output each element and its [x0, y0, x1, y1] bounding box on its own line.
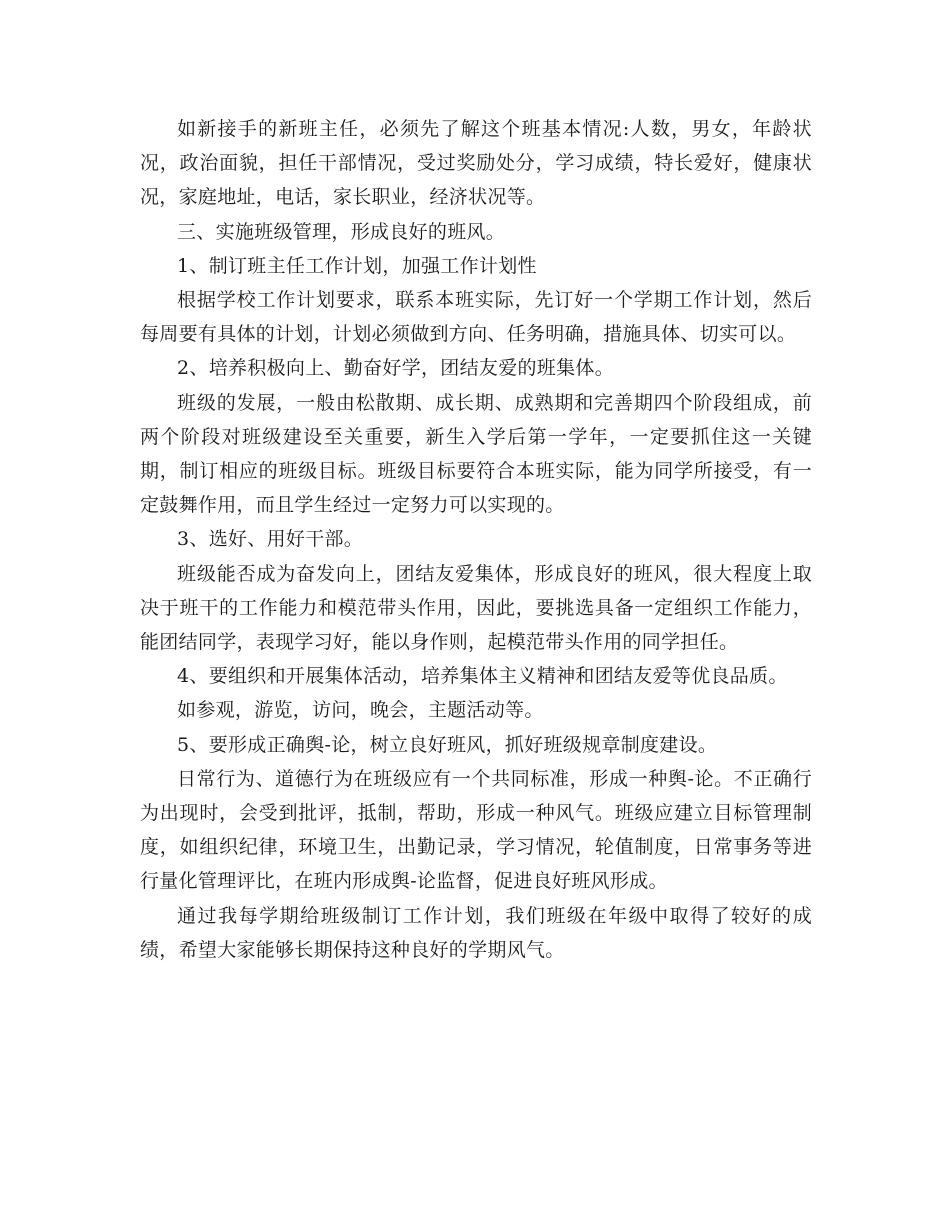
- item-heading-3: 3、选好、用好干部。: [177, 528, 364, 551]
- item-heading-2: 2、培养积极向上、勤奋好学，团结友爱的班集体。: [177, 357, 614, 380]
- paragraph-conclusion: 通过我每学期给班级制订工作计划，我们班级在年级中取得了较好的成绩，希望大家能够长期保持这种良好的学期风气。: [140, 904, 812, 961]
- section-heading-3: 三、实施班级管理，形成良好的班风。: [177, 220, 506, 243]
- paragraph-plan: 根据学校工作计划要求，联系本班实际，先订好一个学期工作计划，然后每周要有具体的计划，计划必须做到方向、任务明确，措施具体、切实可以。: [140, 289, 812, 346]
- paragraph-class-development: 班级的发展，一般由松散期、成长期、成熟期和完善期四个阶段组成，前两个阶段对班级建设至关重要，新生入学后第一学年，一定要抓住这一关键期，制订相应的班级目标。班级目标要符合本班实际，能为同学所接受，有一定鼓舞作用，而且学生经过一定努力可以实现的。: [140, 391, 812, 517]
- item-heading-1: 1、制订班主任工作计划，加强工作计划性: [177, 254, 537, 277]
- item-heading-5: 5、要形成正确舆-论，树立良好班风，抓好班级规章制度建设。: [177, 733, 718, 756]
- paragraph-class-cadres: 班级能否成为奋发向上，团结友爱集体，形成良好的班风，很大程度上取决于班干的工作能力和模范带头作用，因此，要挑选具备一定组织工作能力，能团结同学，表现学习好，能以身作则，起模范带头作用的同学担任。: [140, 562, 812, 654]
- paragraph-public-opinion: 日常行为、道德行为在班级应有一个共同标准，形成一种舆-论。不正确行为出现时，会受到批评，抵制，帮助，形成一种风气。班级应建立目标管理制度，如组织纪律，环境卫生，出勤记录，学习情况，轮值制度，日常事务等进行量化管理评比，在班内形成舆-论监督，促进良好班风形成。: [140, 767, 812, 893]
- document-body: [140, 112, 812, 967]
- paragraph-activities: 如参观，游览，访问，晚会，主题活动等。: [177, 699, 544, 722]
- paragraph-intro: 如新接手的新班主任，必须先了解这个班基本情况:人数，男女，年龄状况，政治面貌，担任干部情况，受过奖励处分，学习成绩，特长爱好，健康状况，家庭地址，电话，家长职业，经济状况等。: [140, 118, 812, 209]
- item-heading-4: 4、要组织和开展集体活动，培养集体主义精神和团结友爱等优良品质。: [177, 665, 788, 688]
